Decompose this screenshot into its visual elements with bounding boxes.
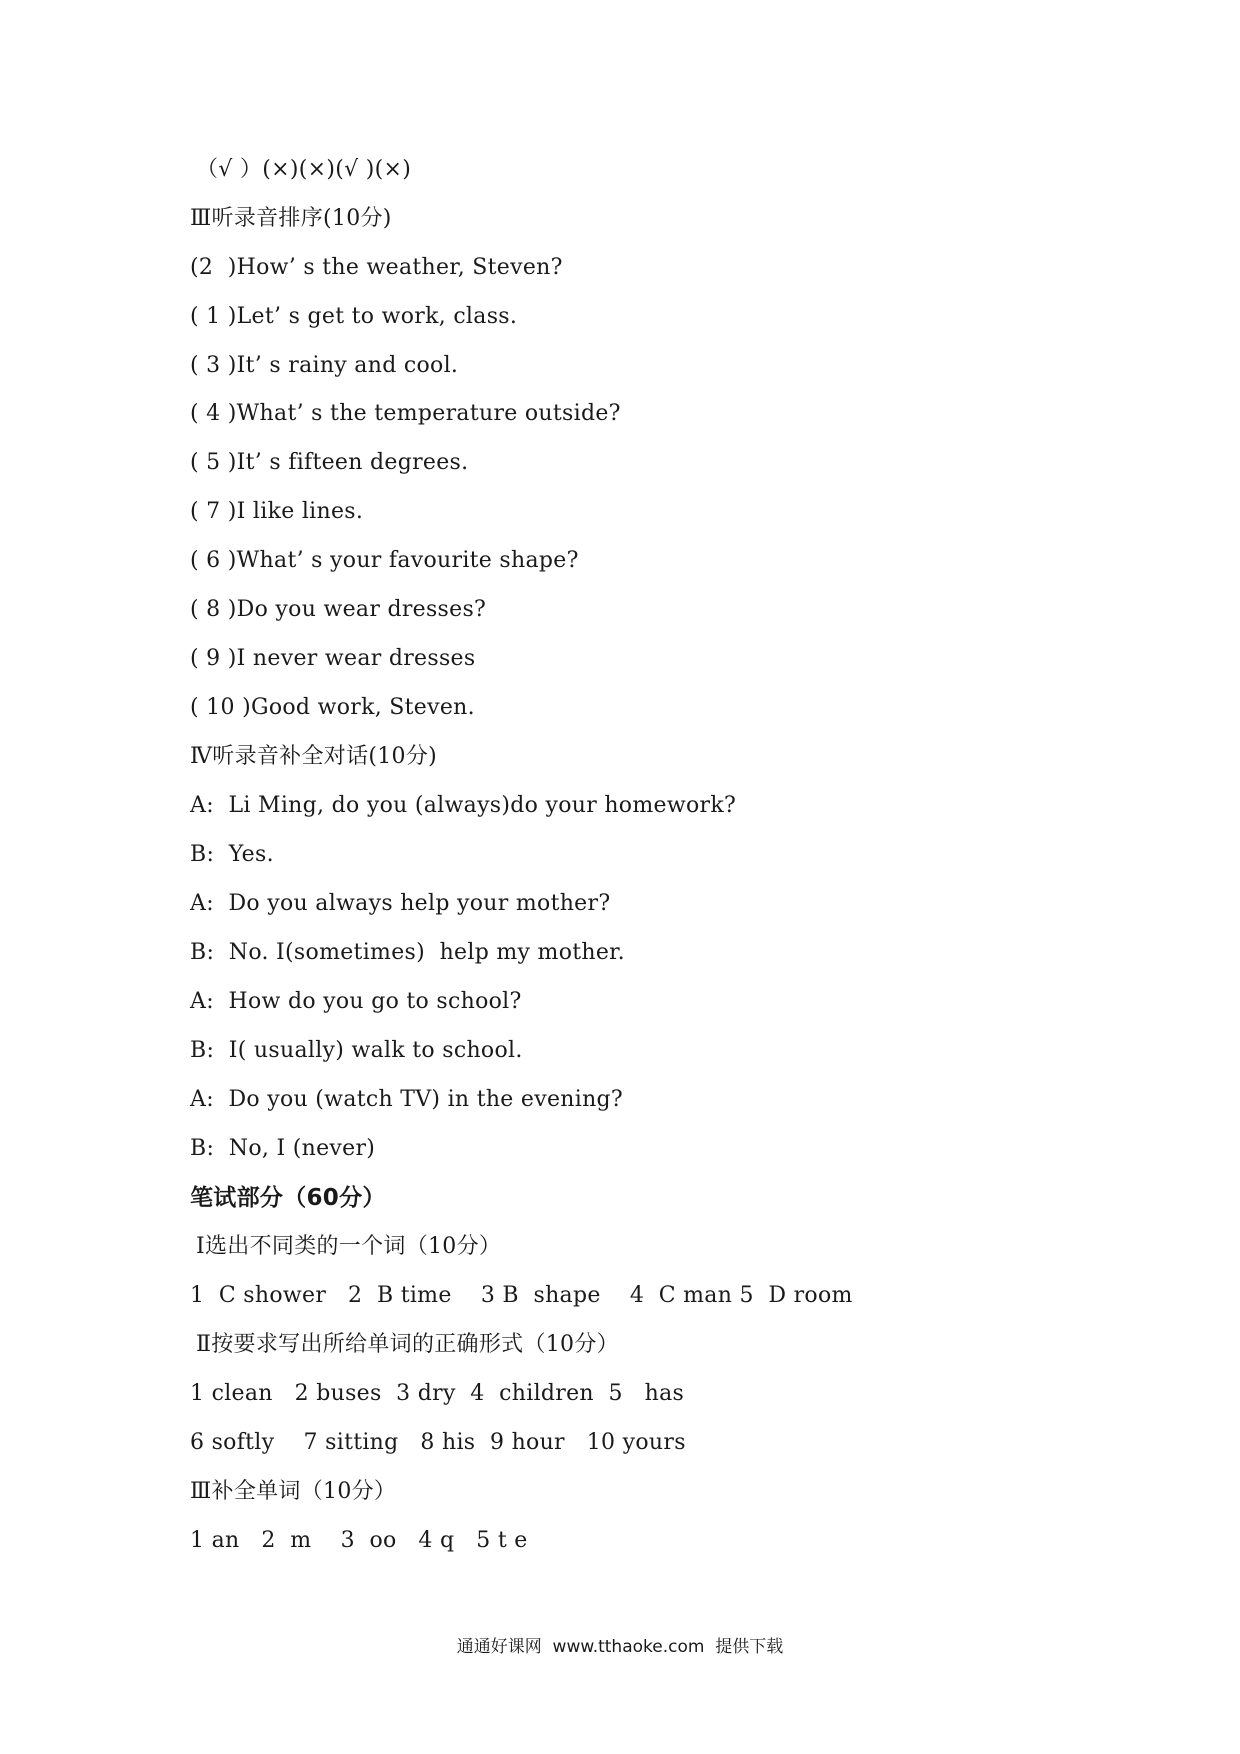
ordering-item: ( 8 )Do you wear dresses? — [190, 597, 487, 622]
ordering-item: ( 1 )Let’ s get to work, class. — [190, 304, 518, 329]
dialogue-line: A: How do you go to school? — [190, 989, 522, 1014]
section-4-title: Ⅳ听录音补全对话(10分) — [190, 744, 438, 769]
ordering-item: ( 9 )I never wear dresses — [190, 646, 476, 671]
true-false-answers: （√ ）(×)(×)(√ )(×) — [196, 157, 412, 182]
ordering-item: ( 4 )What’ s the temperature outside? — [190, 401, 621, 426]
written-section-3-answers: 1 an 2 m 3 oo 4 q 5 t e — [190, 1528, 528, 1553]
ordering-item: ( 6 )What’ s your favourite shape? — [190, 548, 579, 573]
written-section-2-answers-line1: 1 clean 2 buses 3 dry 4 children 5 has — [190, 1381, 685, 1406]
ordering-item: ( 5 )It’ s fifteen degrees. — [190, 450, 469, 475]
written-section-2-title: Ⅱ按要求写出所给单词的正确形式（10分） — [196, 1332, 619, 1357]
dialogue-line: A: Li Ming, do you (always)do your homework? — [190, 793, 737, 818]
page-footer: 通通好课网 www.tthaoke.com 提供下载 — [456, 1637, 784, 1657]
dialogue-line: B: Yes. — [190, 842, 274, 867]
dialogue-line: B: I( usually) walk to school. — [190, 1038, 523, 1063]
dialogue-line: A: Do you always help your mother? — [190, 891, 611, 916]
section-3-title: Ⅲ听录音排序(10分) — [190, 206, 392, 231]
written-section-1-answers: 1 C shower 2 B time 3 B shape 4 C man 5 D room — [190, 1283, 853, 1308]
written-section-1-title: Ⅰ选出不同类的一个词（10分） — [196, 1234, 502, 1259]
dialogue-line: A: Do you (watch TV) in the evening? — [190, 1087, 624, 1112]
ordering-item: (2 )How’ s the weather, Steven? — [190, 255, 563, 280]
written-part-title: 笔试部分（60分） — [190, 1185, 386, 1211]
dialogue-line: B: No. I(sometimes) help my mother. — [190, 940, 625, 965]
written-section-2-answers-line2: 6 softly 7 sitting 8 his 9 hour 10 yours — [190, 1430, 686, 1455]
dialogue-line: B: No, I (never) — [190, 1136, 376, 1161]
ordering-item: ( 3 )It’ s rainy and cool. — [190, 353, 459, 378]
written-section-3-title: Ⅲ补全单词（10分） — [190, 1479, 397, 1504]
ordering-item: ( 10 )Good work, Steven. — [190, 695, 475, 720]
ordering-item: ( 7 )I like lines. — [190, 499, 364, 524]
